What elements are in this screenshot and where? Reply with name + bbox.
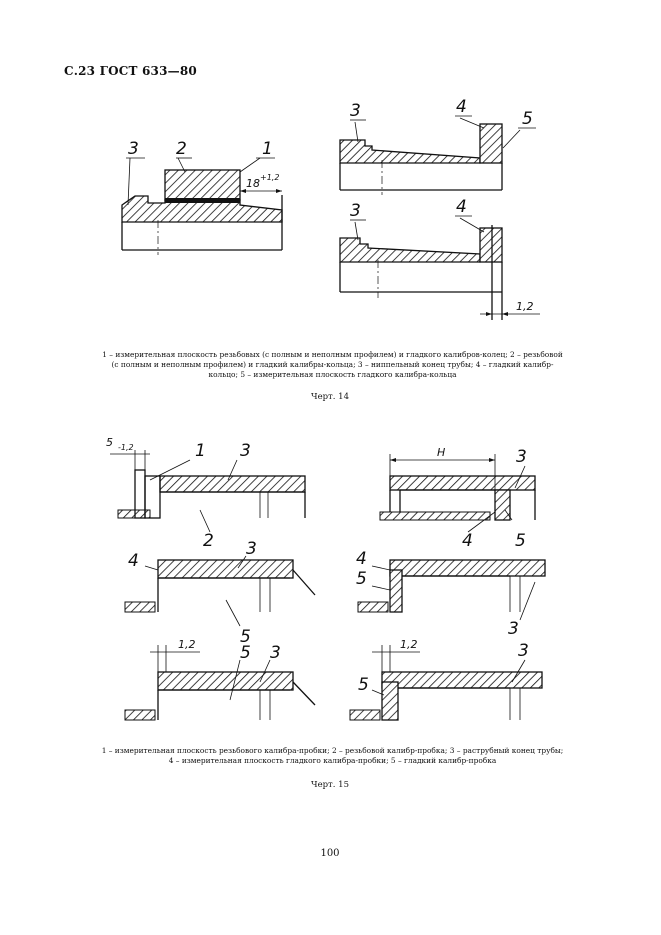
fig15-left-row1 [110, 450, 305, 532]
fig15-right-row2 [358, 560, 545, 620]
fig15-label-4: 4 [356, 549, 367, 569]
fig15-label-4: 4 [462, 531, 473, 551]
fig14-label-1: 1 [262, 139, 273, 159]
fig15-caption-line: 4 – измерительная плоскость гладкого калибра-пробки; 5 – гладкий калибр-пробка [168, 756, 497, 765]
fig15-dim-12-left: 1,2 [178, 638, 196, 651]
fig15-right-row3 [350, 645, 542, 720]
fig15-dim-H: H [437, 446, 446, 459]
fig15-left-row2 [125, 556, 315, 626]
fig15-label-2: 2 [203, 531, 214, 551]
fig14-caption-line: кольцо; 5 – измерительная плоскость гладкого калибра-кольца [208, 370, 457, 379]
fig15-label-3: 3 [270, 643, 281, 663]
fig14-dimension-12: 1,2 [516, 300, 534, 313]
figure-14-drawing [0, 0, 661, 330]
fig14-rt-label-3: 3 [350, 101, 361, 121]
fig15-left-row3 [125, 645, 315, 720]
fig14-dimension-tol: +1,2 [260, 173, 280, 182]
fig15-dim-5: 5 [106, 436, 113, 449]
fig14-caption-line: (с полным и неполным профилем) и гладкий калибры-кольца; 3 – ниппельный конец трубы; 4 – гладкий калибр- [111, 360, 554, 369]
fig15-label-3: 3 [518, 641, 529, 661]
fig15-label-5: 5 [358, 675, 369, 695]
fig14-rt-label-4: 4 [456, 97, 467, 117]
figure-14-caption [60, 350, 605, 380]
fig14-caption-line: 1 – измерительная плоскость резьбовых (с полным и неполным профилем) и гладкого калибров-колец; 2 – резьбовой [102, 350, 563, 359]
fig15-label-1: 1 [195, 441, 206, 461]
fig14-label-3: 3 [128, 139, 139, 159]
fig15-label-5: 5 [240, 643, 251, 663]
figure-15-title: Черт. 15 [311, 780, 349, 790]
fig15-label-3: 3 [246, 539, 257, 559]
fig15-label-5: 5 [515, 531, 526, 551]
fig14-label-2: 2 [176, 139, 187, 159]
fig14-right-bottom-assembly [340, 216, 540, 320]
fig14-dimension-18: 18 [246, 177, 260, 190]
fig15-right-row1 [380, 454, 535, 532]
fig15-dim-12-right: 1,2 [400, 638, 418, 651]
fig15-caption-line: 1 – измерительная плоскость резьбового калибра-пробки; 2 – резьбовой калибр-пробка; 3 – раструбный конец трубы; [101, 746, 564, 755]
page-header: С.23 ГОСТ 633—80 [64, 64, 197, 78]
fig15-label-5: 5 [240, 627, 251, 647]
fig15-label-4: 4 [128, 551, 139, 571]
fig15-label-3: 3 [508, 619, 519, 639]
fig14-rb-label-4: 4 [456, 197, 467, 217]
figure-15-caption [60, 746, 605, 766]
fig15-label-3: 3 [240, 441, 251, 461]
fig14-left-assembly [122, 158, 282, 255]
fig14-right-top-assembly [340, 116, 536, 195]
fig15-dim-5-tol: -1,2 [118, 443, 134, 452]
page-number: 100 [320, 848, 340, 859]
fig14-rt-label-5: 5 [522, 109, 533, 129]
figure-14-title: Черт. 14 [311, 392, 349, 402]
fig14-rb-label-3: 3 [350, 201, 361, 221]
figure-15-drawing [0, 420, 661, 750]
fig15-label-3: 3 [516, 447, 527, 467]
fig15-label-5: 5 [356, 569, 367, 589]
